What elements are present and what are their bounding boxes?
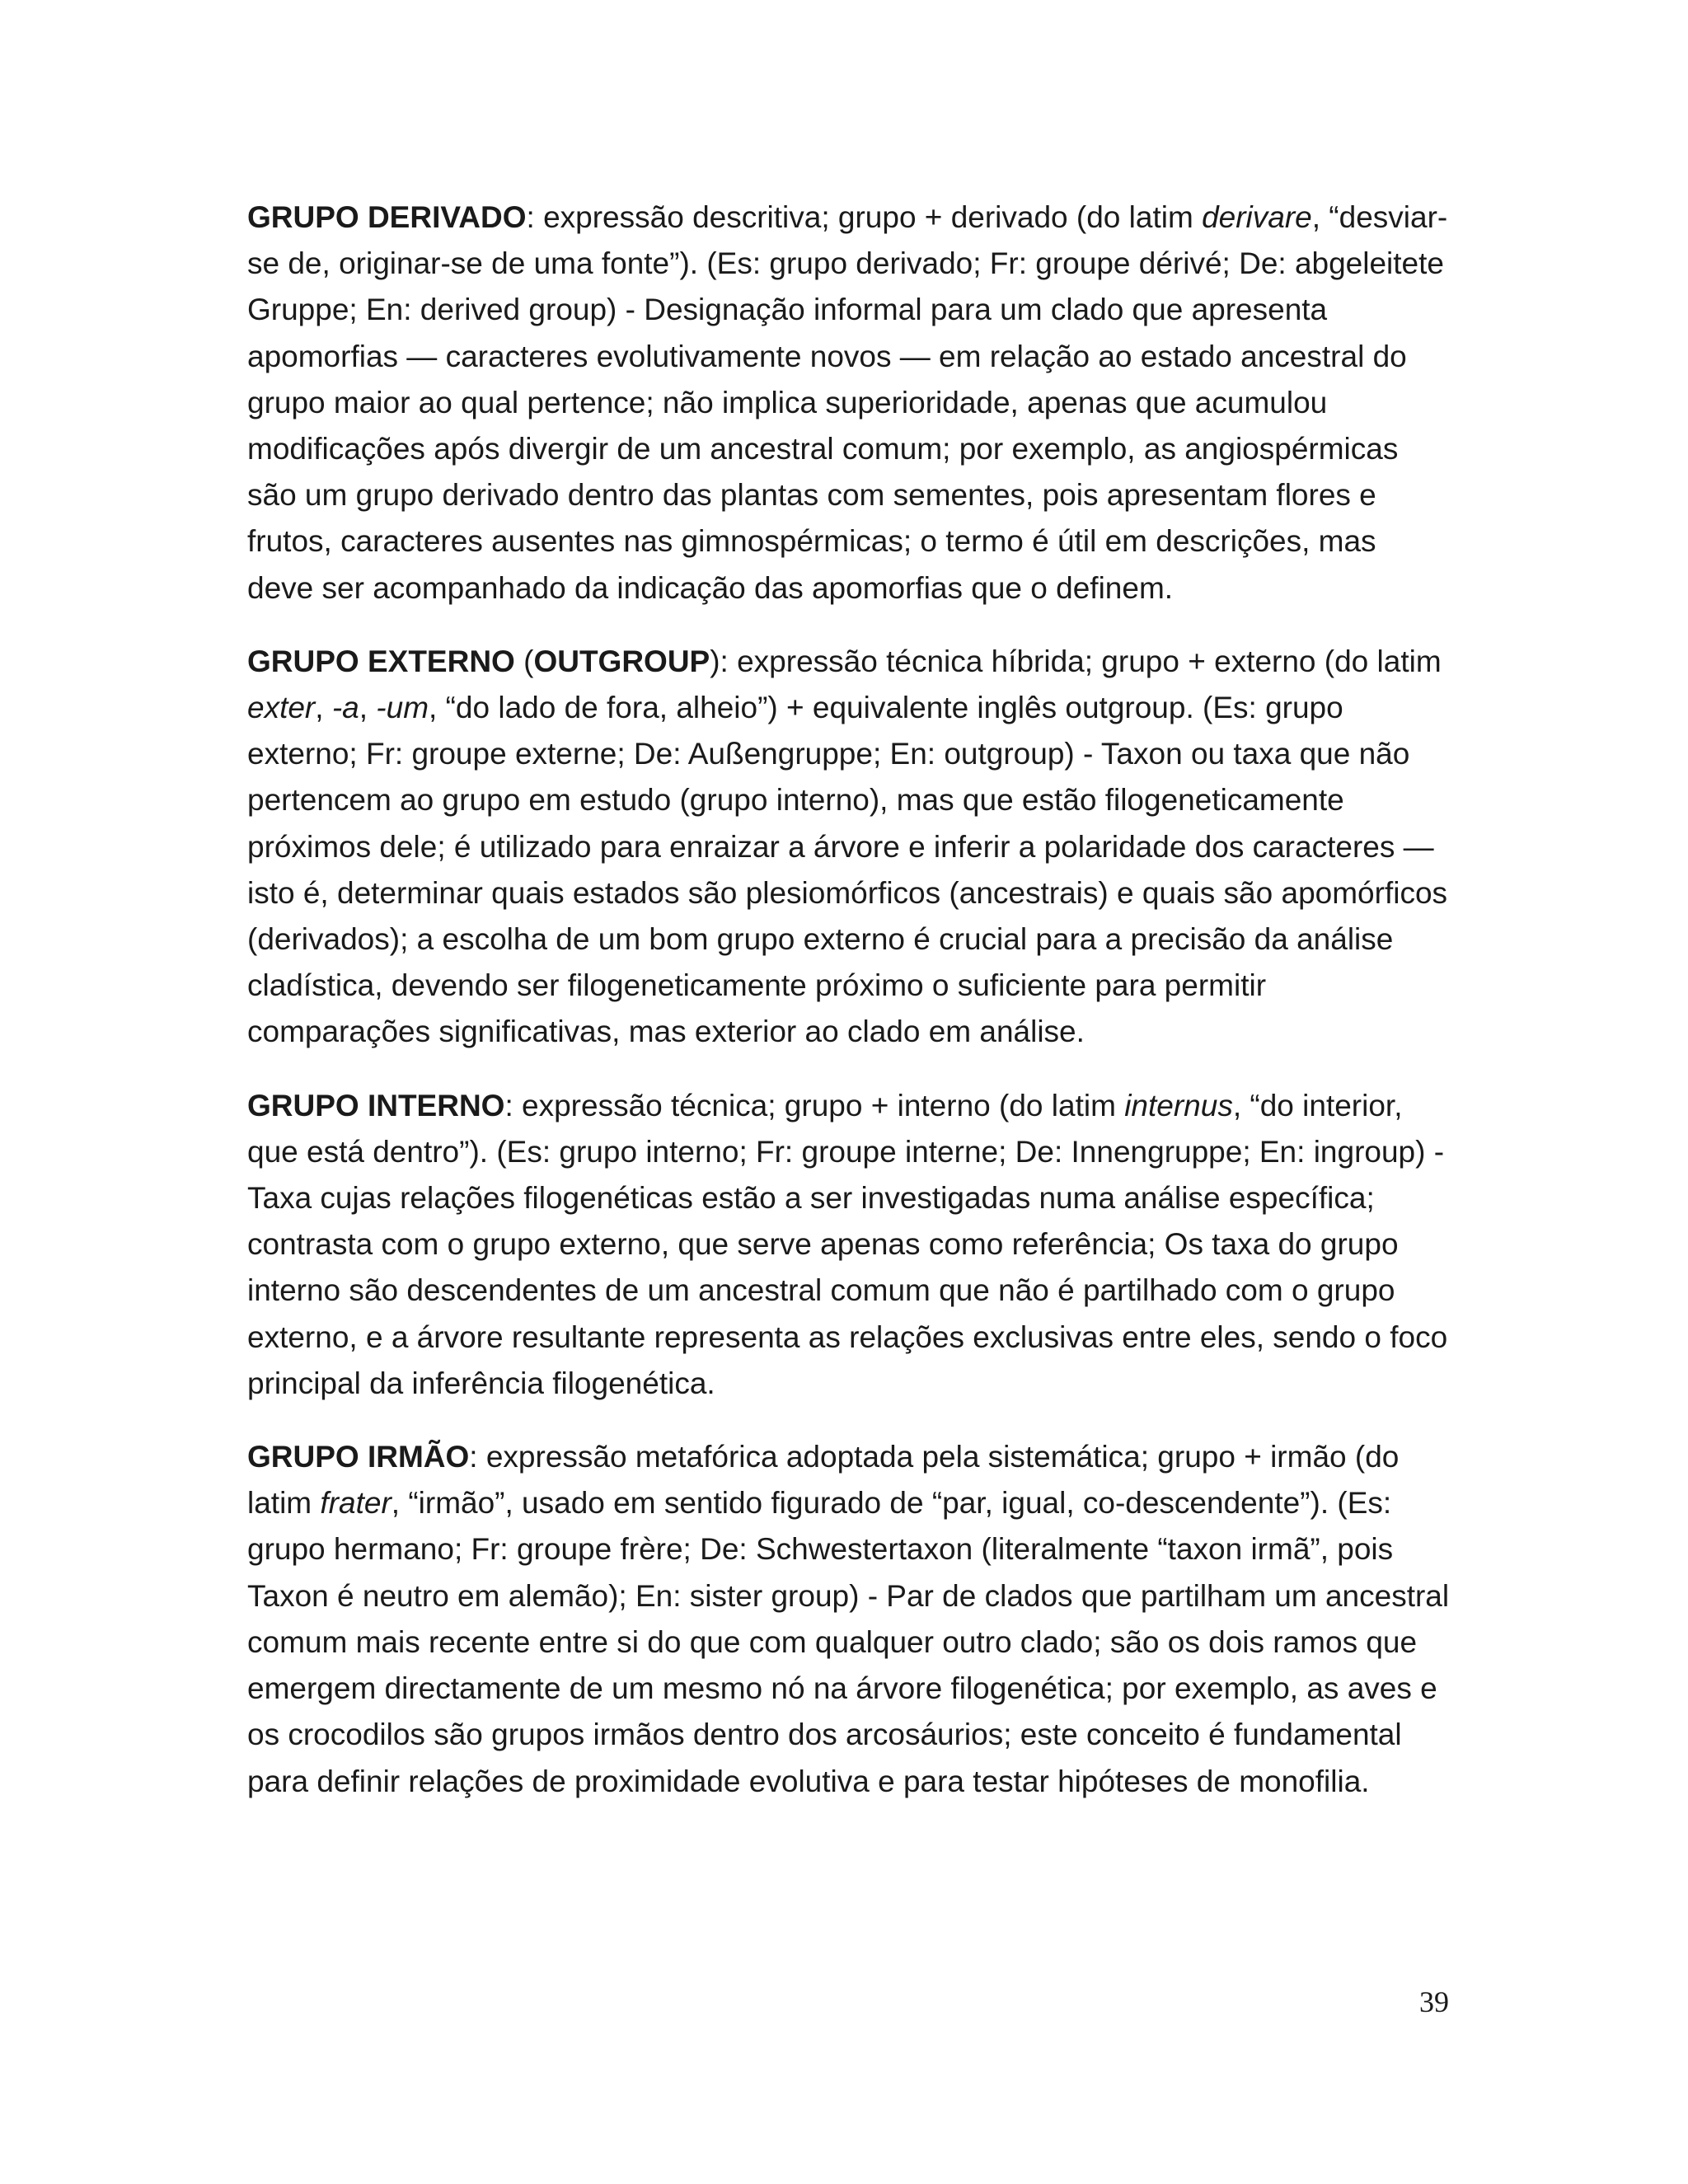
glossary-entry-grupo-derivado <box>247 194 1451 612</box>
glossary-entry-grupo-externo <box>247 639 1451 1056</box>
entry-etymon: -um <box>376 691 429 725</box>
entry-term: GRUPO EXTERNO <box>247 644 515 678</box>
entry-term-alt: OUTGROUP <box>533 644 710 678</box>
entry-text: , “desviar-se de, originar-se de uma fonte”). (Es: grupo derivado; Fr: groupe dérivé; De: abgeleitete Gruppe; En: derived group) - Designação informal para um clado que apresenta apomorfias — caracteres evolutivamente novos — em relação ao estado ancestral do grupo maior ao qual pertence; não implica superioridade, apenas que acumulou modificações após divergir de um ancestral comum; por exemplo, as angiospérmicas são um grupo derivado dentro das plantas com sementes, pois apresentam flores e frutos, caracteres ausentes nas gimnospérmicas; o termo é útil em descrições, mas deve ser acompanhado da indicação das apomorfias que o definem. <box>247 200 1448 605</box>
entry-text: ( <box>514 644 534 678</box>
glossary-entry-grupo-irmao <box>247 1434 1451 1805</box>
glossary-text <box>247 194 1451 1832</box>
entry-text: : expressão descritiva; grupo + derivado (do latim <box>526 200 1203 234</box>
entry-text: , “irmão”, usado em sentido figurado de “par, igual, co-descendente”). (Es: grupo hermano; Fr: groupe frère; De: Schwestertaxon (literalmente “taxon irmã”, pois Taxon é neutro em alemão); En: sister group) - Par de clados que partilham um ancestral comum mais recente entre si do que com qualquer outro clado; são os dois ramos que emergem directamente de um mesmo nó na árvore filogenética; por exemplo, as aves e os crocodilos são grupos irmãos dentro dos arcosáurios; este conceito é fundamental para definir relações de proximidade evolutiva e para testar hipóteses de monofilia. <box>247 1486 1450 1798</box>
entry-etymon: exter <box>247 691 316 725</box>
entry-etymon: derivare <box>1202 200 1312 234</box>
entry-etymon: -a <box>331 691 359 725</box>
entry-text: , “do lado de fora, alheio”) + equivalente inglês outgroup. (Es: grupo externo; Fr: groupe externe; De: Außengruppe; En: outgroup) - Taxon ou taxa que não pertencem ao grupo em estudo (grupo interno), mas que estão filogeneticamente próximos dele; é utilizado para enraizar a árvore e inferir a polaridade dos caracteres — isto é, determinar quais estados são plesiomórficos (ancestrais) e quais são apomórficos (derivados); a escolha de um bom grupo externo é crucial para a precisão da análise cladística, devendo ser filogeneticamente próximo o suficiente para permitir comparações significativas, mas exterior ao clado em análise. <box>247 691 1448 1049</box>
glossary-entry-grupo-interno <box>247 1083 1451 1407</box>
entry-etymon: frater <box>320 1486 392 1521</box>
entry-text: , <box>359 691 377 725</box>
entry-text: ): expressão técnica híbrida; grupo + externo (do latim <box>710 644 1442 678</box>
entry-text: , “do interior, que está dentro”). (Es: grupo interno; Fr: groupe interne; De: Innengruppe; En: ingroup) - Taxa cujas relações filogenéticas estão a ser investigadas numa análise específica; contrasta com o grupo externo, que serve apenas como referência; Os taxa do grupo interno são descendentes de um ancestral comum que não é partilhado com o grupo externo, e a árvore resultante representa as relações exclusivas entre eles, sendo o foco principal da inferência filogenética. <box>247 1088 1448 1400</box>
entry-term: GRUPO IRMÃO <box>247 1440 470 1474</box>
entry-text: , <box>315 691 332 725</box>
entry-text: : expressão técnica; grupo + interno (do latim <box>504 1088 1125 1122</box>
page-number: 39 <box>1419 1985 1449 2018</box>
entry-term: GRUPO DERIVADO <box>247 200 527 234</box>
entry-text: : expressão metafórica adoptada pela sistemática; grupo + irmão (do latim <box>247 1440 1400 1521</box>
entry-etymon: internus <box>1124 1088 1233 1122</box>
entry-term: GRUPO INTERNO <box>247 1088 505 1122</box>
